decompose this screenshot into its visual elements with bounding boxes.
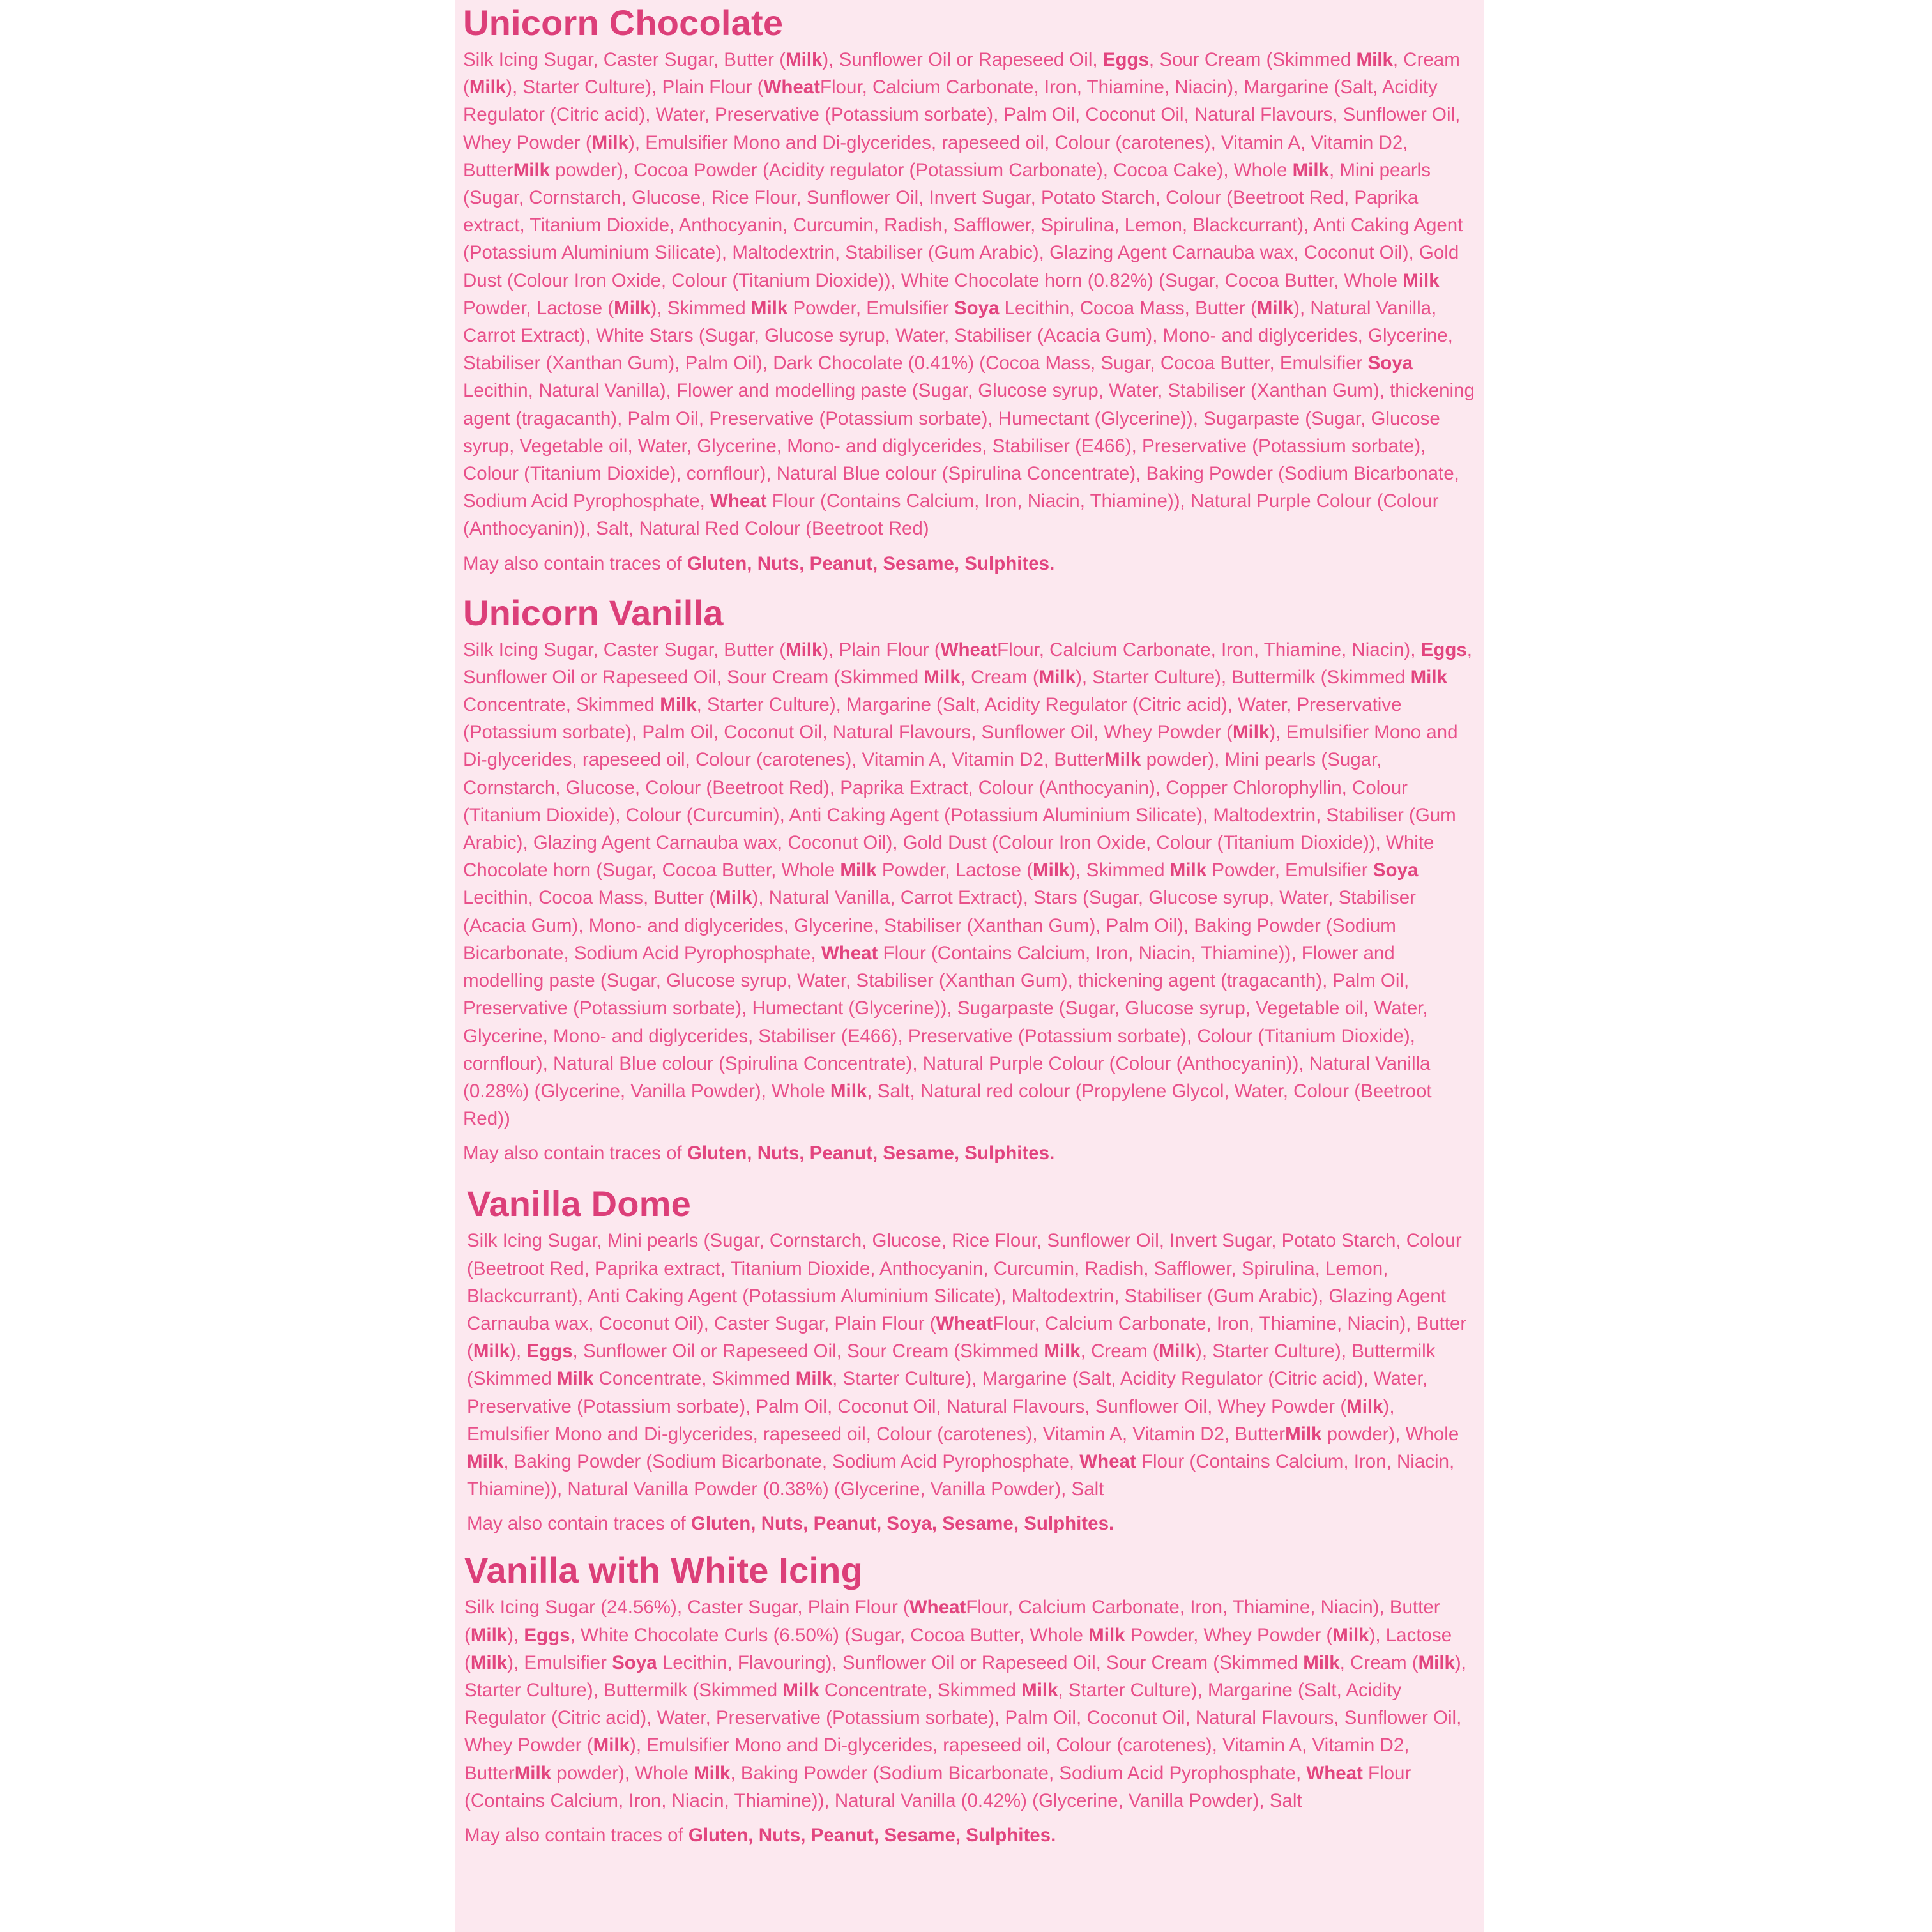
allergen-word: Milk (593, 1735, 630, 1756)
product-vanilla-with-white-icing (463, 1548, 1477, 1849)
allergen-word: Milk (469, 77, 506, 98)
product-title: Vanilla with White Icing (464, 1550, 863, 1591)
allergen-word: Milk (1104, 749, 1141, 771)
allergen-word: Soya (954, 297, 1000, 319)
ingredients-list: Silk Icing Sugar, Caster Sugar, Butter (Milk), Sunflower Oil or Rapeseed Oil, Eggs, Sour Cream (Skimmed Milk, Cream (Milk), Starter Culture), Plain Flour (WheatFlour, Calcium Carbonate, Iron, Thiamine, Niacin), Margarine (Salt, Acidity Regulator (Citric acid), Water, Preservative (Potassium sorbate), Palm Oil, Coconut Oil, Natural Flavours, Sunflower Oil, Whey Powder (Milk), Emulsifier Mono and Di-glycerides, rapeseed oil, Colour (carotenes), Vitamin A, Vitamin D2, ButterMilk powder), Cocoa Powder (Acidity regulator (Potassium Carbonate), Cocoa Cake), Whole Milk, Mini pearls (Sugar, Cornstarch, Glucose, Rice Flour, Sunflower Oil, Invert Sugar, Potato Starch, Colour (Beetroot Red, Paprika extract, Titanium Dioxide, Anthocyanin, Curcumin, Radish, Safflower, Spirulina, Lemon, Blackcurrant), Anti Caking Agent (Potassium Aluminium Silicate), Maltodextrin, Stabiliser (Gum Arabic), Glazing Agent Carnauba wax, Coconut Oil), Gold Dust (Colour Iron Oxide, Colour (Titanium Dioxide)), White Chocolate horn (0.82%) (Sugar, Cocoa Butter, Whole Milk Powder, Lactose (Milk), Skimmed Milk Powder, Emulsifier Soya Lecithin, Cocoa Mass, Butter (Milk), Natural Vanilla, Carrot Extract), White Stars (Sugar, Glucose syrup, Water, Stabiliser (Acacia Gum), Mono- and diglycerides, Glycerine, Stabiliser (Xanthan Gum), Palm Oil), Dark Chocolate (0.41%) (Cocoa Mass, Sugar, Cocoa Butter, Emulsifier Soya Lecithin, Natural Vanilla), Flower and modelling paste (Sugar, Glucose syrup, Water, Stabiliser (Xanthan Gum), thickening agent (tragacanth), Palm Oil, Preservative (Potassium sorbate), Humectant (Glycerine)), Sugarpaste (Sugar, Glucose syrup, Vegetable oil, Water, Glycerine, Mono- and diglycerides, Stabiliser (E466), Preservative (Potassium sorbate), Colour (Titanium Dioxide), cornflour), Natural Blue colour (Spirulina Concentrate), Baking Powder (Sodium Bicarbonate, Sodium Acid Pyrophosphate, Wheat Flour (Contains Calcium, Iron, Niacin, Thiamine)), Natural Purple Colour (Colour (Anthocyanin)), Salt, Natural Red Colour (Beetroot Red) (463, 49, 1475, 540)
ingredients-panel (455, 0, 1484, 1932)
allergen-traces (463, 551, 1477, 577)
allergen-word: Milk (715, 887, 752, 909)
traces-allergens: Gluten, Nuts, Peanut, Sesame, Sulphites. (687, 1143, 1055, 1164)
allergen-word: Milk (660, 694, 697, 716)
allergen-word: Milk (1169, 860, 1207, 881)
allergen-word: Eggs (1102, 49, 1149, 70)
allergen-word: Eggs (1420, 639, 1467, 660)
allergen-word: Milk (1088, 1624, 1125, 1646)
allergen-word: Milk (1292, 159, 1329, 181)
allergen-word: Wheat (1079, 1450, 1136, 1472)
allergen-word: Soya (1367, 353, 1413, 374)
allergen-word: Milk (1332, 1624, 1369, 1646)
traces-prefix: May also contain traces of (467, 1513, 691, 1535)
allergen-word: Wheat (940, 639, 998, 660)
product-title: Unicorn Chocolate (463, 3, 784, 43)
allergen-word: Milk (1356, 49, 1393, 70)
ingredients-list: Silk Icing Sugar (24.56%), Caster Sugar, Plain Flour (WheatFlour, Calcium Carbonate, Iron, Thiamine, Niacin), Butter (Milk), Eggs, White Chocolate Curls (6.50%) (Sugar, Cocoa Butter, Whole Milk Powder, Whey Powder (Milk), Lactose (Milk), Emulsifier Soya Lecithin, Flavouring), Sunflower Oil or Rapeseed Oil, Sour Cream (Skimmed Milk, Cream (Milk), Starter Culture), Buttermilk (Skimmed Milk Concentrate, Skimmed Milk, Starter Culture), Margarine (Salt, Acidity Regulator (Citric acid), Water, Preservative (Potassium sorbate), Palm Oil, Coconut Oil, Natural Flavours, Sunflower Oil, Whey Powder (Milk), Emulsifier Mono and Di-glycerides, rapeseed oil, Colour (carotenes), Vitamin A, Vitamin D2, ButterMilk powder), Whole Milk, Baking Powder (Sodium Bicarbonate, Sodium Acid Pyrophosphate, Wheat Flour (Contains Calcium, Iron, Niacin, Thiamine)), Natural Vanilla (0.42%) (Glycerine, Vanilla Powder), Salt (464, 1597, 1466, 1811)
allergen-word: Wheat (710, 491, 767, 512)
traces-allergens: Gluten, Nuts, Peanut, Soya, Sesame, Sulphites. (690, 1513, 1114, 1535)
allergen-word: Milk (1021, 1679, 1058, 1701)
allergen-word: Milk (1403, 270, 1440, 291)
ingredients-list: Silk Icing Sugar, Caster Sugar, Butter (Milk), Plain Flour (WheatFlour, Calcium Carbonate, Iron, Thiamine, Niacin), Eggs, Sunflower Oil or Rapeseed Oil, Sour Cream (Skimmed Milk, Cream (Milk), Starter Culture), Buttermilk (Skimmed Milk Concentrate, Skimmed Milk, Starter Culture), Margarine (Salt, Acidity Regulator (Citric acid), Water, Preservative (Potassium sorbate), Palm Oil, Coconut Oil, Natural Flavours, Sunflower Oil, Whey Powder (Milk), Emulsifier Mono and Di-glycerides, rapeseed oil, Colour (carotenes), Vitamin A, Vitamin D2, ButterMilk powder), Mini pearls (Sugar, Cornstarch, Glucose, Colour (Beetroot Red), Paprika Extract, Colour (Anthocyanin), Copper Chlorophyllin, Colour (Titanium Dioxide), Colour (Curcumin), Anti Caking Agent (Potassium Aluminium Silicate), Maltodextrin, Stabiliser (Gum Arabic), Glazing Agent Carnauba wax, Coconut Oil), Gold Dust (Colour Iron Oxide, Colour (Titanium Dioxide)), White Chocolate horn (Sugar, Cocoa Butter, Whole Milk Powder, Lactose (Milk), Skimmed Milk Powder, Emulsifier Soya Lecithin, Cocoa Mass, Butter (Milk), Natural Vanilla, Carrot Extract), Stars (Sugar, Glucose syrup, Water, Stabiliser (Acacia Gum), Mono- and diglycerides, Glycerine, Stabiliser (Xanthan Gum), Palm Oil), Baking Powder (Sodium Bicarbonate, Sodium Acid Pyrophosphate, Wheat Flour (Contains Calcium, Iron, Niacin, Thiamine)), Flower and modelling paste (Sugar, Glucose syrup, Water, Stabiliser (Xanthan Gum), thickening agent (tragacanth), Palm Oil, Preservative (Potassium sorbate), Humectant (Glycerine)), Sugarpaste (Sugar, Glucose syrup, Vegetable oil, Water, Glycerine, Mono- and diglycerides, Stabiliser (E466), Preservative (Potassium sorbate), Colour (Titanium Dioxide), cornflour), Natural Blue colour (Spirulina Concentrate), Natural Purple Colour (Colour (Anthocyanin)), Natural Vanilla (0.28%) (Glycerine, Vanilla Powder), Whole Milk, Salt, Natural red colour (Propylene Glycol, Water, Colour (Beetroot Red)) (463, 639, 1472, 1130)
traces-prefix: May also contain traces of (464, 1824, 688, 1846)
allergen-word: Milk (513, 159, 551, 181)
allergen-word: Wheat (1306, 1762, 1363, 1784)
allergen-word: Milk (786, 639, 823, 660)
allergen-word: Milk (924, 666, 961, 688)
allergen-word: Wheat (909, 1597, 966, 1618)
allergen-word: Milk (1303, 1652, 1340, 1673)
allergen-word: Milk (470, 1624, 508, 1646)
traces-allergens: Gluten, Nuts, Peanut, Sesame, Sulphites. (688, 1824, 1056, 1846)
allergen-traces (467, 1510, 1477, 1537)
allergen-word: Milk (840, 860, 877, 881)
allergen-word: Milk (467, 1450, 504, 1472)
allergen-traces (463, 1140, 1477, 1167)
allergen-word: Milk (614, 297, 651, 319)
allergen-word: Eggs (526, 1341, 573, 1362)
allergen-word: Wheat (821, 942, 878, 964)
product-unicorn-chocolate (463, 0, 1477, 577)
allergen-word: Milk (1410, 666, 1447, 688)
allergen-word: Milk (473, 1341, 510, 1362)
allergen-word: Soya (1373, 860, 1419, 881)
product-title: Unicorn Vanilla (463, 592, 724, 633)
allergen-word: Wheat (763, 77, 820, 98)
allergen-word: Milk (1233, 722, 1270, 743)
traces-prefix: May also contain traces of (463, 1143, 687, 1164)
allergen-word: Soya (612, 1652, 657, 1673)
allergen-word: Milk (470, 1652, 508, 1673)
allergen-traces (464, 1822, 1477, 1849)
allergen-word: Milk (795, 1368, 833, 1390)
traces-prefix: May also contain traces of (463, 552, 687, 574)
allergen-word: Milk (591, 132, 629, 153)
allergen-word: Milk (1346, 1396, 1383, 1417)
ingredients-list: Silk Icing Sugar, Mini pearls (Sugar, Cornstarch, Glucose, Rice Flour, Sunflower Oil, Invert Sugar, Potato Starch, Colour (Beetroot Red, Paprika extract, Titanium Dioxide, Anthocyanin, Curcumin, Radish, Safflower, Spirulina, Lemon, Blackcurrant), Anti Caking Agent (Potassium Aluminium Silicate), Maltodextrin, Stabiliser (Gum Arabic), Glazing Agent Carnauba wax, Coconut Oil), Caster Sugar, Plain Flour (WheatFlour, Calcium Carbonate, Iron, Thiamine, Niacin), Butter (Milk), Eggs, Sunflower Oil or Rapeseed Oil, Sour Cream (Skimmed Milk, Cream (Milk), Starter Culture), Buttermilk (Skimmed Milk Concentrate, Skimmed Milk, Starter Culture), Margarine (Salt, Acidity Regulator (Citric acid), Water, Preservative (Potassium sorbate), Palm Oil, Coconut Oil, Natural Flavours, Sunflower Oil, Whey Powder (Milk), Emulsifier Mono and Di-glycerides, rapeseed oil, Colour (carotenes), Vitamin A, Vitamin D2, ButterMilk powder), Whole Milk, Baking Powder (Sodium Bicarbonate, Sodium Acid Pyrophosphate, Wheat Flour (Contains Calcium, Iron, Niacin, Thiamine)), Natural Vanilla Powder (0.38%) (Glycerine, Vanilla Powder), Salt (467, 1230, 1467, 1500)
allergen-word: Wheat (936, 1312, 993, 1334)
allergen-word: Milk (750, 297, 788, 319)
allergen-word: Milk (830, 1080, 867, 1102)
traces-allergens: Gluten, Nuts, Peanut, Sesame, Sulphites. (687, 552, 1055, 574)
allergen-word: Milk (1038, 666, 1076, 688)
allergen-word: Milk (556, 1368, 594, 1390)
allergen-word: Milk (782, 1679, 819, 1701)
allergen-word: Milk (1033, 860, 1070, 881)
allergen-word: Eggs (524, 1624, 570, 1646)
allergen-word: Milk (786, 49, 823, 70)
allergen-word: Milk (1044, 1341, 1081, 1362)
allergen-word: Milk (1418, 1652, 1455, 1673)
allergen-word: Milk (514, 1762, 552, 1784)
allergen-word: Milk (1285, 1423, 1322, 1445)
product-vanilla-dome (463, 1181, 1477, 1537)
allergen-word: Milk (1159, 1341, 1196, 1362)
product-title: Vanilla Dome (467, 1183, 691, 1224)
product-unicorn-vanilla (463, 590, 1477, 1168)
allergen-word: Milk (694, 1762, 731, 1784)
allergen-word: Milk (1256, 297, 1294, 319)
